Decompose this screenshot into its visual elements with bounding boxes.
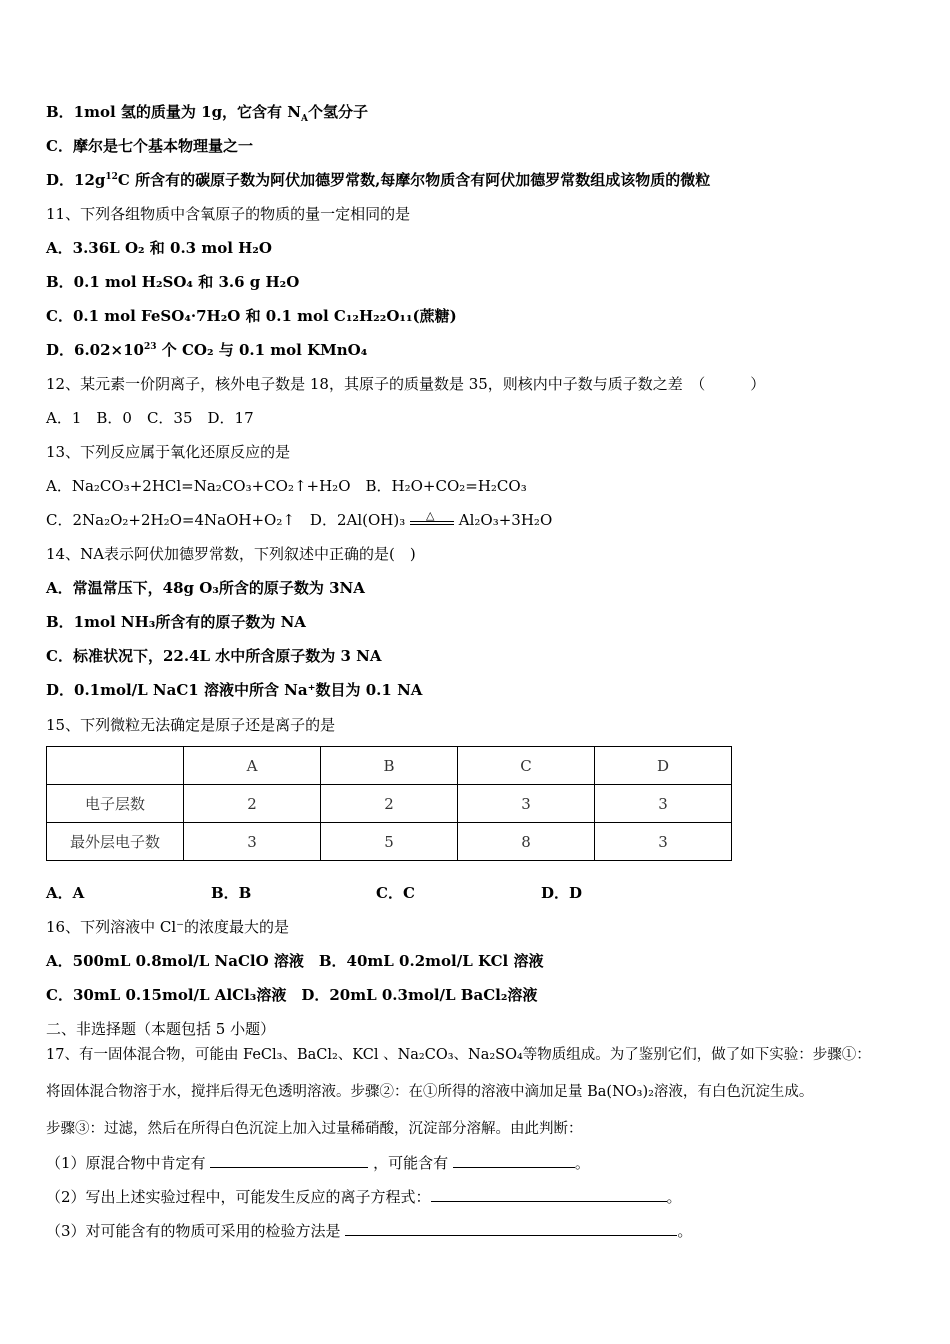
table-cell: 2: [321, 785, 458, 823]
q17-part-2: （2）写出上述实验过程中，可能发生反应的离子方程式： 。: [46, 1188, 682, 1206]
q17-part-1: （1）原混合物中肯定有 ，可能含有 。: [46, 1154, 590, 1172]
q15-option-d: D．D: [541, 884, 583, 902]
q14-stem: 14、NA表示阿伏加德罗常数，下列叙述中正确的是( ): [46, 545, 416, 563]
q12-options: A．1 B．0 C．35 D．17: [46, 409, 254, 427]
q12-stem: 12、某元素一价阴离子，核外电子数是 18，其原子的质量数是 35，则核内中子数与质子数之差 （ ）: [46, 375, 766, 393]
q17-line-2: 将固体混合物溶于水，搅拌后得无色透明溶液。步骤②：在①所得的溶液中滴加足量 Ba(NO₃)₂溶液，有白色沉淀生成。: [46, 1084, 814, 1100]
table-cell: A: [184, 747, 321, 785]
table-cell: 3: [184, 823, 321, 861]
q17-line-1: 17、有一固体混合物，可能由 FeCl₃、BaCl₂、KCl 、Na₂CO₃、Na₂SO₄等物质组成。为了鉴别它们，做了如下实验：步骤①：: [46, 1047, 871, 1063]
q11-option-b: B．0.1 mol H₂SO₄ 和 3.6 g H₂O: [46, 273, 300, 291]
q14-option-c: C．标准状况下，22.4L 水中所含原子数为 3 NA: [46, 647, 382, 665]
table-cell: 最外层电子数: [47, 823, 184, 861]
q10-option-d: D．$12g^{12}C$ 所含有的碳原子数为阿伏加德罗常数,每摩尔物质含有阿伏加德罗常数组成该物质的微粒: [46, 171, 711, 189]
answer-blank-1[interactable]: [210, 1153, 368, 1168]
q13-options-ab: A．Na₂CO₃+2HCl=Na₂CO₃+CO₂↑+H₂O B．H₂O+CO₂=H₂CO₃: [46, 477, 527, 495]
table-row: [47, 785, 732, 823]
table-cell: C: [458, 747, 595, 785]
table-cell: D: [595, 747, 732, 785]
q13-options-cd: C．2Na₂O₂+2H₂O=4NaOH+O₂↑ D．2Al(OH)₃ △ Al₂O₃+3H₂O: [46, 509, 553, 529]
q11-option-d: D．$6.02\times 10^{23}$ 个 CO₂ 与 0.1 mol KMnO₄: [46, 341, 368, 359]
q11-stem: 11、下列各组物质中含氧原子的物质的量一定相同的是: [46, 205, 411, 223]
table-cell: 3: [458, 785, 595, 823]
q10-option-b: B．1mol 氢的质量为 1g，它含有 $N_A$个氢分子: [46, 103, 368, 124]
table-cell: 3: [595, 785, 732, 823]
q15-option-c: C．C: [376, 884, 415, 902]
table-cell: 2: [184, 785, 321, 823]
q14-option-b: B．1mol NH₃所含有的原子数为 NA: [46, 613, 306, 631]
table-cell: 8: [458, 823, 595, 861]
q13-stem: 13、下列反应属于氧化还原反应的是: [46, 443, 291, 461]
heat-condition-sign: △: [410, 514, 454, 528]
q14-option-a: A．常温常压下，48g O₃所含的原子数为 3NA: [46, 579, 365, 597]
answer-blank-4[interactable]: [345, 1221, 677, 1236]
q11-option-a: A．3.36L O₂ 和 0.3 mol H₂O: [46, 239, 272, 257]
q16-stem: 16、下列溶液中 Cl⁻的浓度最大的是: [46, 918, 290, 936]
table-cell: 电子层数: [47, 785, 184, 823]
q10-option-c: C．摩尔是七个基本物理量之一: [46, 137, 253, 155]
section-heading: 二、非选择题（本题包括 5 小题）: [46, 1020, 276, 1038]
q15-table: [46, 746, 732, 861]
q11-option-c: C．0.1 mol FeSO₄·7H₂O 和 0.1 mol C₁₂H₂₂O₁₁(蔗糖): [46, 307, 457, 325]
answer-blank-3[interactable]: [431, 1187, 667, 1202]
table-row: [47, 823, 732, 861]
q16-options-ab: A．500mL 0.8mol/L NaClO 溶液 B．40mL 0.2mol/L KCl 溶液: [46, 952, 544, 970]
q15-option-b: B．B: [211, 884, 252, 902]
table-header-row: [47, 747, 732, 785]
q14-option-d: D．0.1mol/L NaC1 溶液中所含 Na⁺数目为 0.1 NA: [46, 681, 423, 699]
q16-options-cd: C．30mL 0.15mol/L AlCl₃溶液 D．20mL 0.3mol/L BaCl₂溶液: [46, 986, 538, 1004]
q15-options: [46, 883, 582, 903]
q15-option-a: A．A: [46, 884, 85, 902]
table-cell: B: [321, 747, 458, 785]
q17-part-3: （3）对可能含有的物质可采用的检验方法是 。: [46, 1222, 693, 1240]
table-cell: 3: [595, 823, 732, 861]
table-cell: 5: [321, 823, 458, 861]
q17-line-3: 步骤③：过滤，然后在所得白色沉淀上加入过量稀硝酸，沉淀部分溶解。由此判断：: [46, 1121, 583, 1137]
q15-stem: 15、下列微粒无法确定是原子还是离子的是: [46, 716, 336, 734]
answer-blank-2[interactable]: [453, 1153, 575, 1168]
table-cell: [47, 747, 184, 785]
